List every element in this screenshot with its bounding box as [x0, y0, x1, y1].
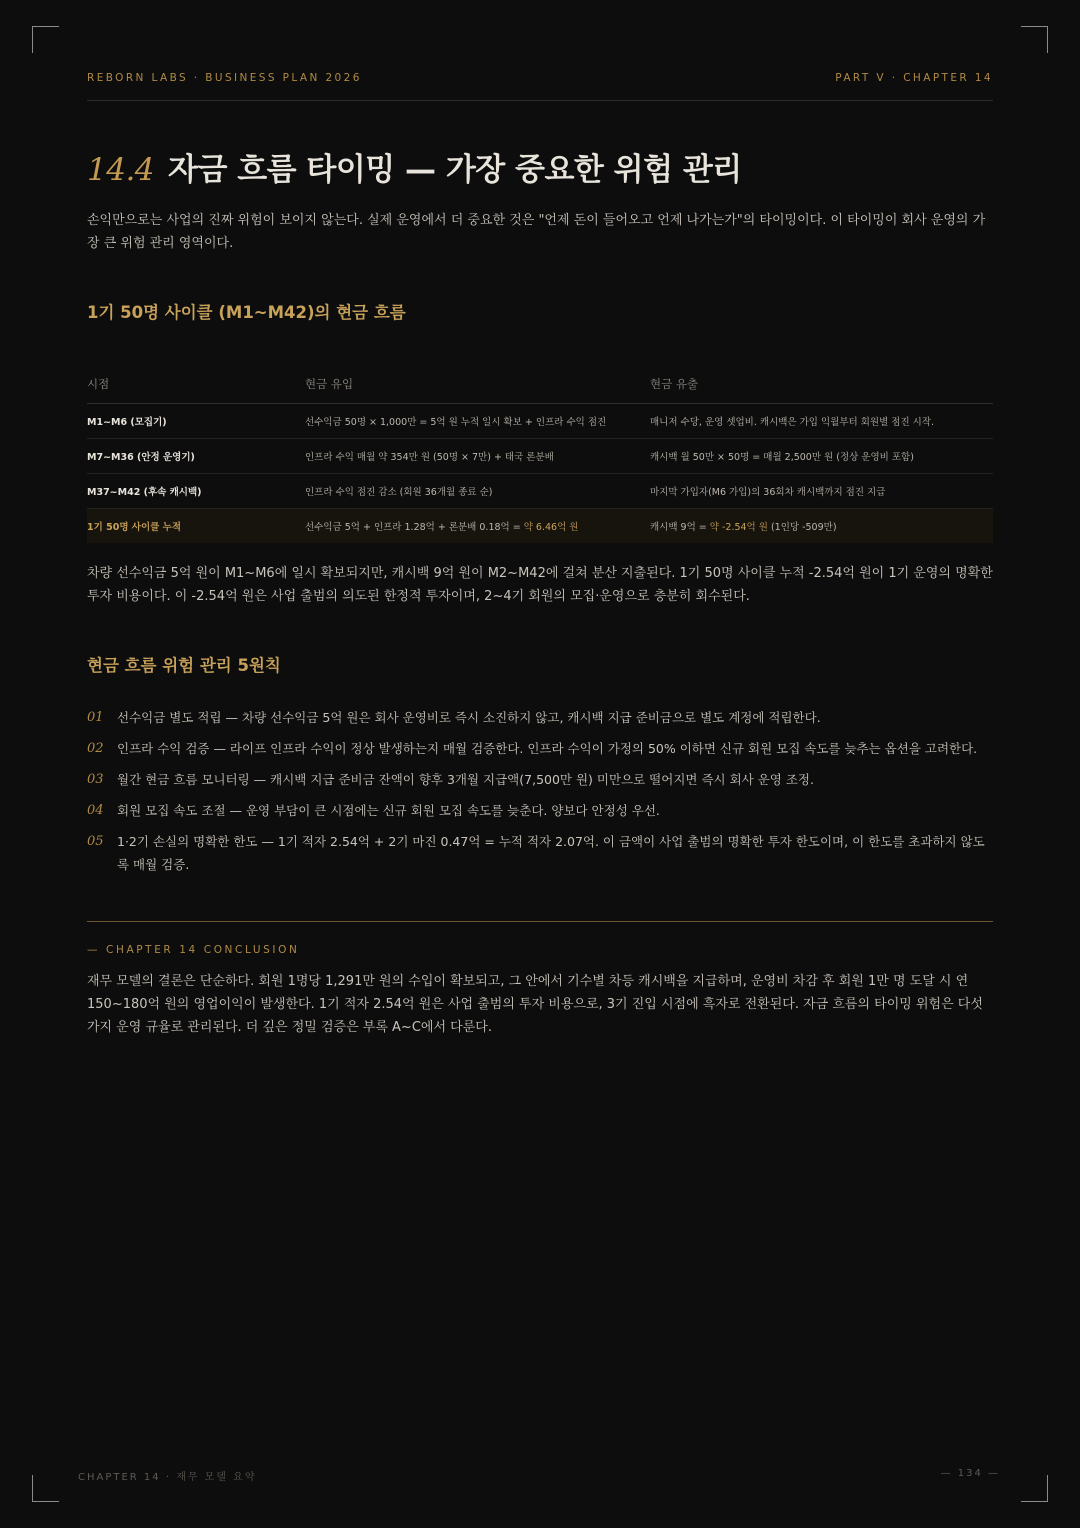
- table-total-row: [87, 509, 993, 543]
- rule-number: 05: [87, 834, 104, 849]
- table-header: [87, 364, 993, 404]
- table-header-outflow: 현금 유출: [650, 376, 699, 391]
- rule-number: 02: [87, 741, 104, 756]
- table-total-label: 1기 50명 사이클 누적: [87, 522, 181, 533]
- list-item: [87, 768, 993, 791]
- list-item: [87, 830, 993, 876]
- rule-number: 01: [87, 710, 104, 725]
- rule-number: 04: [87, 803, 104, 818]
- table-cell-inflow: 인프라 수익 매월 약 354만 원 (50명 × 7만) + 태국 론분배: [305, 452, 554, 463]
- total-outflow-formula: 캐시백 9억 =: [650, 522, 710, 533]
- table-cell-period: M37~M42 (후속 캐시백): [87, 487, 202, 498]
- table-cell-period: M7~M36 (안정 운영기): [87, 452, 195, 463]
- cashflow-table: [87, 364, 993, 543]
- rule-text: 월간 현금 흐름 모니터링 — 캐시백 지급 준비금 잔액이 향후 3개월 지급액(7,500만 원) 미만으로 떨어지면 즉시 회사 운영 조정.: [117, 772, 814, 787]
- corner-mark-top-right: [1021, 26, 1048, 53]
- rule-text: 선수익금 별도 적립 — 차량 선수익금 5억 원은 회사 운영비로 즉시 소진하지 않고, 캐시백 지급 준비금으로 별도 계정에 적립한다.: [117, 710, 821, 725]
- table-row: [87, 404, 993, 439]
- header-left: REBORN LABS · BUSINESS PLAN 2026: [87, 72, 362, 84]
- table-cell-outflow: 마지막 가입자(M6 가입)의 36회차 캐시백까지 점진 지급: [650, 487, 886, 498]
- corner-mark-bottom-left: [32, 1475, 59, 1502]
- conclusion-label: — CHAPTER 14 CONCLUSION: [87, 944, 300, 956]
- table-cell-inflow: 인프라 수익 점진 감소 (회원 36개월 종료 순): [305, 487, 493, 498]
- rule-text: 회원 모집 속도 조절 — 운영 부담이 큰 시점에는 신규 회원 모집 속도를 늦춘다. 양보다 안정성 우선.: [117, 803, 660, 818]
- table-header-period: 시점: [87, 376, 110, 391]
- table-cell-inflow: 선수익금 50명 × 1,000만 = 5억 원 누적 일시 확보 + 인프라 수익 점진: [305, 417, 607, 428]
- footer-chapter: CHAPTER 14 · 재무 모델 요약: [78, 1472, 257, 1483]
- table-total-outflow: [650, 519, 993, 533]
- conclusion-divider: [87, 921, 993, 922]
- section-heading-risk-rules: 현금 흐름 위험 관리 5원칙: [87, 656, 281, 675]
- table-cell-outflow: 캐시백 월 50만 × 50명 = 매월 2,500만 원 (정상 운영비 포함): [650, 452, 914, 463]
- running-header: [87, 72, 993, 84]
- list-item: [87, 737, 993, 760]
- page-title: [87, 144, 993, 189]
- header-divider: [87, 100, 993, 101]
- section-title: 자금 흐름 타이밍 — 가장 중요한 위험 관리: [168, 152, 742, 188]
- table-header-inflow: 현금 유입: [305, 376, 354, 391]
- total-inflow-formula: 선수익금 5억 + 인프라 1.28억 + 론분배 0.18억 =: [305, 522, 524, 533]
- rule-text: 1·2기 손실의 명확한 한도 — 1기 적자 2.54억 + 2기 마진 0.47억 = 누적 적자 2.07억. 이 금액이 사업 출범의 명확한 투자 한도이며, 이 한도를 초과하지 않도록 매월 검증.: [117, 834, 985, 872]
- total-inflow-value: 약 6.46억 원: [523, 522, 579, 533]
- table-row: [87, 474, 993, 509]
- list-item: [87, 706, 993, 729]
- list-item: [87, 799, 993, 822]
- footer-page-number: — 134 —: [940, 1468, 1000, 1479]
- risk-rules-list: [87, 706, 993, 884]
- table-row: [87, 439, 993, 474]
- total-outflow-value: 약 -2.54억 원: [709, 522, 768, 533]
- section-heading-cashflow: 1기 50명 사이클 (M1~M42)의 현금 흐름: [87, 303, 406, 322]
- table-note-paragraph: 차량 선수익금 5억 원이 M1~M6에 일시 확보되지만, 캐시백 9억 원이 M2~M42에 걸쳐 분산 지출된다. 1기 50명 사이클 누적 -2.54억 원이 1기 운영의 명확한 투자 비용이다. 이 -2.54억 원은 사업 출범의 의도된 한정적 투자이며, 2~4기 회원의 모집·운영으로 충분히 회수된다.: [87, 566, 993, 604]
- table-total-inflow: [305, 519, 650, 533]
- table-cell-period: M1~M6 (모집기): [87, 417, 167, 428]
- rule-text: 인프라 수익 검증 — 라이프 인프라 수익이 정상 발생하는지 매월 검증한다. 인프라 수익이 가정의 50% 이하면 신규 회원 모집 속도를 늦추는 옵션을 고려한다.: [117, 741, 978, 756]
- total-outflow-per-person: (1인당 -509만): [767, 522, 837, 533]
- corner-mark-top-left: [32, 26, 59, 53]
- corner-mark-bottom-right: [1021, 1475, 1048, 1502]
- intro-paragraph: 손익만으로는 사업의 진짜 위험이 보이지 않는다. 실제 운영에서 더 중요한 것은 "언제 돈이 들어오고 언제 나가는가"의 타이밍이다. 이 타이밍이 회사 운영의 가장 큰 위험 관리 영역이다.: [87, 213, 986, 251]
- conclusion-paragraph: 재무 모델의 결론은 단순하다. 회원 1명당 1,291만 원의 수입이 확보되고, 그 안에서 기수별 차등 캐시백을 지급하며, 운영비 차감 후 회원 1만 명 도달 시 연 150~180억 원의 영업이익이 발생한다. 1기 적자 2.54억 원은 사업 출범의 투자 비용으로, 3기 진입 시점에 흑자로 전환된다. 자금 흐름의 타이밍 위험은 다섯 가지 운영 규율로 관리된다. 더 깊은 정밀 검증은 부록 A~C에서 다룬다.: [87, 974, 983, 1035]
- table-cell-outflow: 매니저 수당, 운영 셋업비. 캐시백은 가입 익월부터 회원별 점진 시작.: [650, 417, 935, 428]
- rule-number: 03: [87, 772, 104, 787]
- header-right: PART V · CHAPTER 14: [835, 72, 993, 84]
- section-number: 14.4: [87, 152, 155, 188]
